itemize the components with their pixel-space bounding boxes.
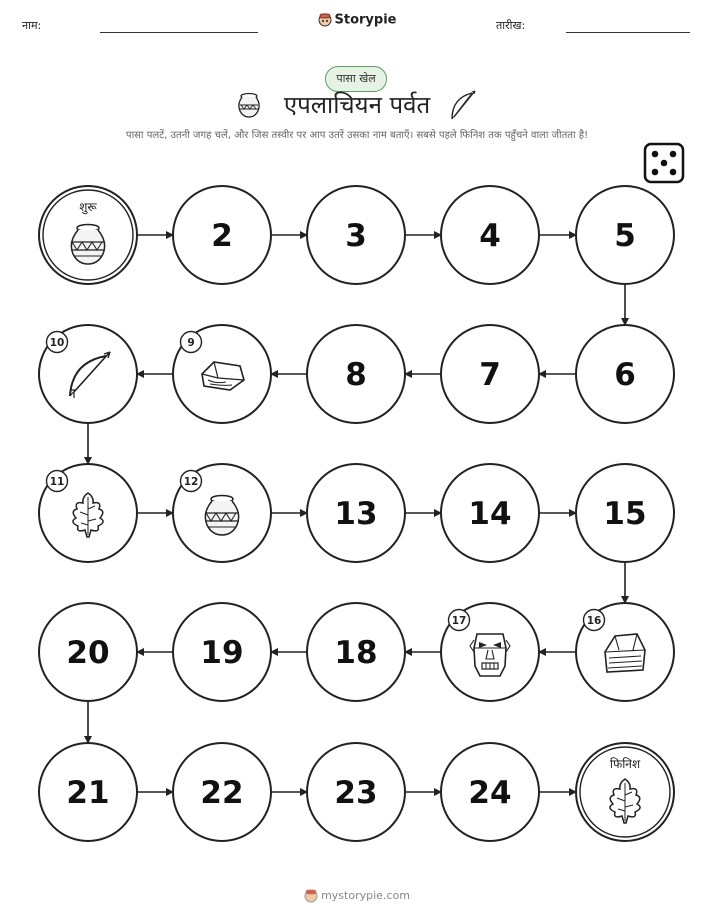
space-number: 18 — [334, 635, 378, 671]
footer — [0, 888, 714, 904]
page-title: एपलाचियन पर्वत — [283, 91, 431, 119]
space-number: 10 — [49, 336, 65, 349]
name-label: नाम: — [22, 19, 42, 32]
space-number: 4 — [479, 218, 501, 254]
start-label: शुरू — [79, 200, 97, 214]
board-space-14[interactable] — [441, 464, 539, 562]
board-space-6[interactable] — [576, 325, 674, 423]
board-space-17[interactable] — [441, 603, 539, 701]
space-number: 5 — [614, 218, 636, 254]
board-space-7[interactable] — [441, 325, 539, 423]
space-number: 3 — [345, 218, 367, 254]
space-number: 2 — [211, 218, 233, 254]
date-label: तारीख: — [496, 19, 526, 32]
footer-url[interactable]: mystorypie.com — [321, 889, 410, 902]
space-number: 17 — [451, 614, 467, 627]
board-space-12[interactable] — [173, 464, 271, 562]
board-space-5[interactable] — [576, 186, 674, 284]
space-number: 7 — [479, 357, 501, 393]
storypie-mascot-icon — [304, 888, 318, 904]
board-space-9[interactable] — [173, 325, 271, 423]
space-number: 20 — [66, 635, 110, 671]
instructions-text: पासा पलटें, उतनी जगह चलें, और जिस तस्वीर पर आप उतरें उसका नाम बताएँ। सबसे पहले फिनिश तक पहुँचने वाला जीतता है! — [125, 130, 589, 141]
space-number: 12 — [183, 475, 199, 488]
space-number: 24 — [468, 775, 512, 811]
board-space-22[interactable] — [173, 743, 271, 841]
board-space-15[interactable] — [576, 464, 674, 562]
finish-label: फिनिश — [609, 757, 641, 771]
brand-name: Storypie — [334, 12, 397, 28]
board-space-20[interactable] — [39, 603, 137, 701]
space-number: 14 — [468, 496, 512, 532]
board-space-23[interactable] — [307, 743, 405, 841]
board-space-19[interactable] — [173, 603, 271, 701]
board-space-4[interactable] — [441, 186, 539, 284]
space-number: 6 — [614, 357, 636, 393]
board-space-8[interactable] — [307, 325, 405, 423]
space-number: 11 — [49, 475, 65, 488]
game-type-badge: पासा खेल — [325, 66, 387, 92]
space-number: 16 — [586, 614, 602, 627]
board-space-25[interactable] — [576, 743, 674, 841]
board-space-11[interactable] — [39, 464, 137, 562]
board-space-21[interactable] — [39, 743, 137, 841]
board-space-2[interactable] — [173, 186, 271, 284]
space-number: 15 — [603, 496, 647, 532]
board-space-1[interactable] — [39, 186, 137, 284]
board-space-24[interactable] — [441, 743, 539, 841]
space-number: 21 — [66, 775, 110, 811]
board-space-10[interactable] — [39, 325, 137, 423]
board-space-13[interactable] — [307, 464, 405, 562]
board-space-18[interactable] — [307, 603, 405, 701]
board-space-3[interactable] — [307, 186, 405, 284]
space-number: 9 — [187, 336, 195, 349]
space-number: 19 — [200, 635, 244, 671]
board-space-16[interactable] — [576, 603, 674, 701]
mask-icon — [470, 634, 510, 676]
space-number: 22 — [200, 775, 244, 811]
space-number: 13 — [334, 496, 378, 532]
space-number: 23 — [334, 775, 378, 811]
space-number: 8 — [345, 357, 367, 393]
